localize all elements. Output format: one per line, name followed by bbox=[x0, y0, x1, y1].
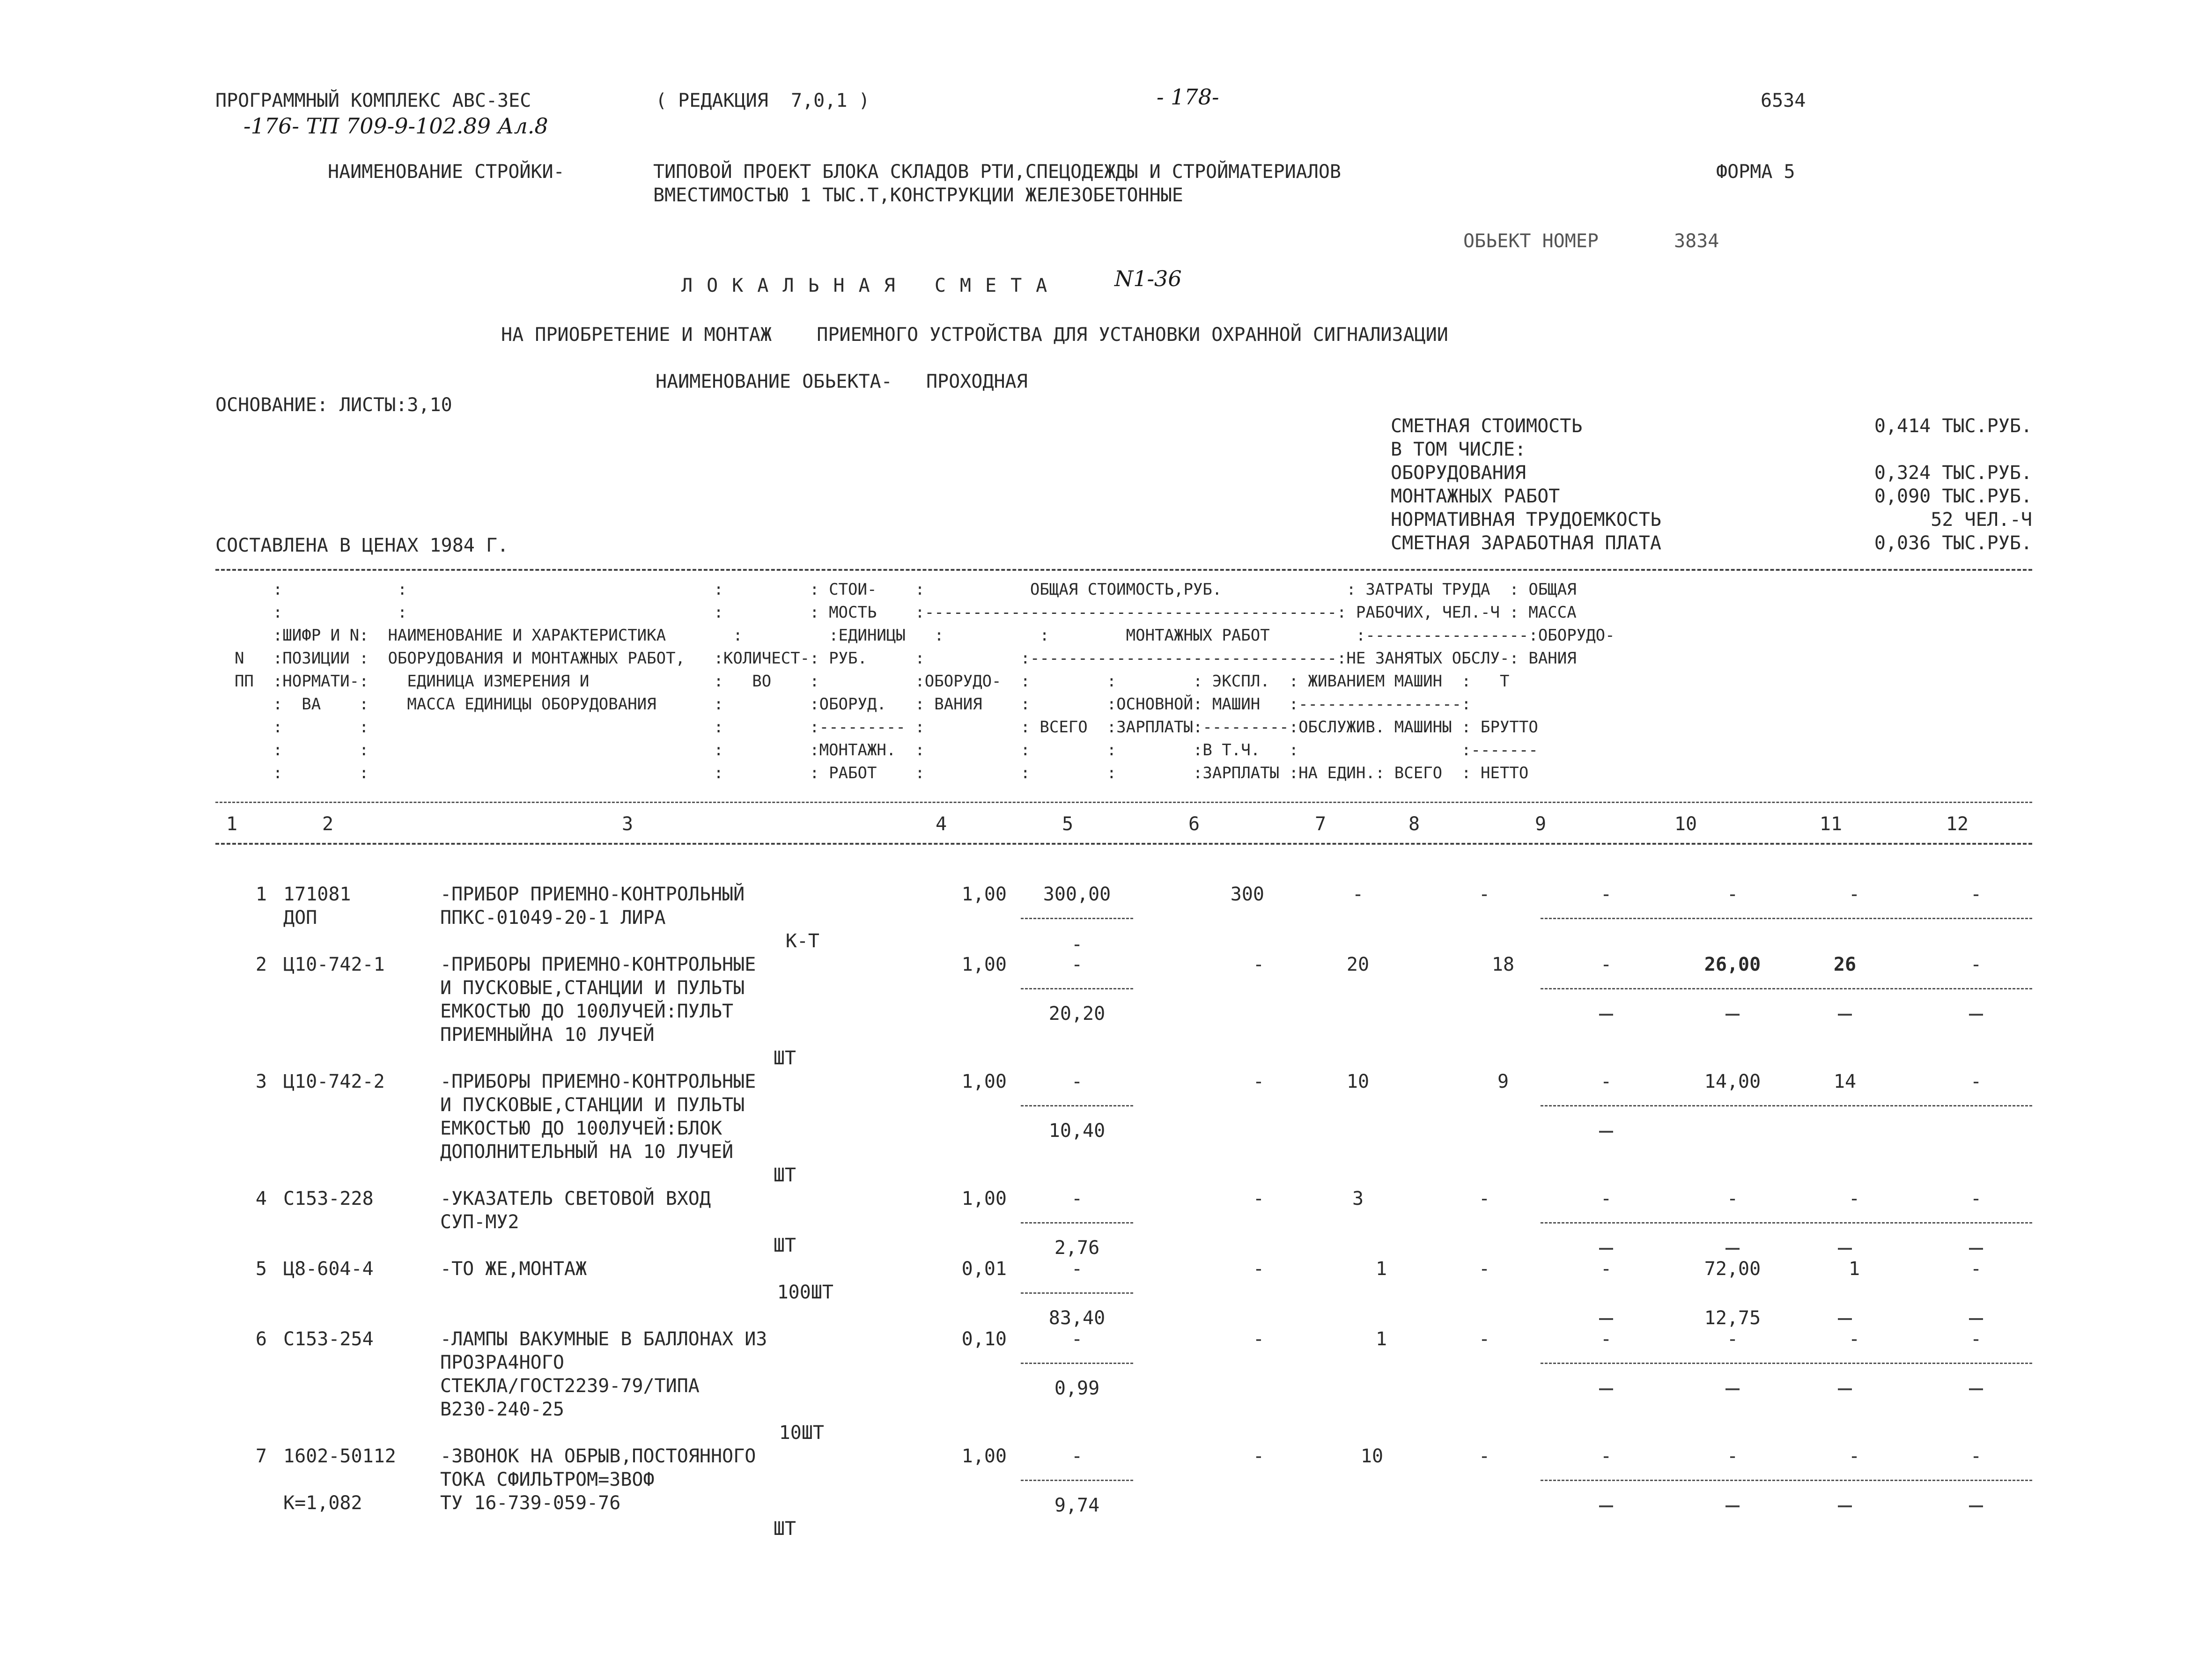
dash-mark bbox=[1969, 1014, 1983, 1016]
row-price-mounting: 2,76 bbox=[1054, 1237, 1100, 1259]
row-mass: - bbox=[1970, 884, 1982, 905]
row-name-line: ПРИЕМНЫЙНА 10 ЛУЧЕЙ bbox=[440, 1024, 655, 1046]
row-machines: - bbox=[1600, 884, 1612, 905]
dash-mark bbox=[1969, 1318, 1983, 1320]
dash-mark bbox=[1599, 1505, 1613, 1507]
row-name-line: ТОКА СФИЛЬТРОМ=3ВОФ bbox=[440, 1469, 655, 1490]
dash-mark bbox=[1969, 1505, 1983, 1507]
object-number-label: ОБЬЕКТ НОМЕР bbox=[1463, 230, 1599, 252]
row-quantity: 1,00 bbox=[961, 884, 1007, 905]
row-name-line: ТУ 16-739-059-76 bbox=[440, 1492, 621, 1514]
dash-mark bbox=[1599, 1388, 1613, 1390]
row-machines: - bbox=[1600, 1258, 1612, 1280]
table-header-line: : ВА : МАССА ЕДИНИЦЫ ОБОРУДОВАНИЯ : :ОБОРУД. : ВАНИЯ : :ОСНОВНОЙ: МАШИН :-----------------: bbox=[215, 695, 1471, 714]
summary-value: 0,324 ТЫС.РУБ. bbox=[1874, 462, 2032, 484]
row-wages: - bbox=[1478, 1258, 1490, 1280]
row-code: Ц10-742-1 bbox=[283, 954, 385, 975]
summary-value: 0,036 ТЫС.РУБ. bbox=[1874, 532, 2032, 554]
estimate-title: ЛОКАЛЬНАЯ СМЕТА bbox=[681, 275, 1062, 296]
row-price-equipment: - bbox=[1071, 1071, 1083, 1092]
table-top-rule bbox=[215, 569, 2032, 571]
row-labor-total: - bbox=[1848, 884, 1860, 905]
dash-mark bbox=[1838, 1388, 1852, 1390]
row-quantity: 1,00 bbox=[961, 954, 1007, 975]
estimate-purpose: НА ПРИОБРЕТЕНИЕ И МОНТАЖ ПРИЕМНОГО УСТРОЙСТВА ДЛЯ УСТАНОВКИ ОХРАННОЙ СИГНАЛИЗАЦИИ bbox=[501, 324, 1448, 346]
row-name-line: И ПУСКОВЫЕ,СТАНЦИИ И ПУЛЬТЫ bbox=[440, 977, 745, 999]
edition: ( РЕДАКЦИЯ 7,0,1 ) bbox=[656, 90, 870, 111]
row-unit: 100ШТ bbox=[777, 1282, 833, 1303]
dash-mark bbox=[1838, 1505, 1852, 1507]
row-name-line: -ЛАМПЫ ВАКУМНЫЕ В БАЛЛОНАХ ИЗ bbox=[440, 1328, 767, 1350]
row-wages: - bbox=[1478, 1445, 1490, 1467]
row-labor-unit: 26,00 bbox=[1704, 954, 1761, 975]
row-name-line: ПРОЗРА4НОГО bbox=[440, 1352, 564, 1373]
summary-label: СМЕТНАЯ ЗАРАБОТНАЯ ПЛАТА bbox=[1391, 532, 1661, 554]
table-header-line: : : : : МОСТЬ :-------------------------------------------: РАБОЧИХ, ЧЕЛ.-Ч : МАССА bbox=[215, 603, 1577, 622]
row-total-equipment: - bbox=[1253, 1445, 1264, 1467]
form-number: ФОРМА 5 bbox=[1716, 161, 1795, 183]
row-name-line: В230-240-25 bbox=[440, 1399, 564, 1420]
row-labor-unit: 14,00 bbox=[1704, 1071, 1761, 1092]
cell-divider bbox=[1541, 1222, 2032, 1224]
object-name: НАИМЕНОВАНИЕ ОБЬЕКТА- ПРОХОДНАЯ bbox=[656, 371, 1028, 392]
cell-divider bbox=[1541, 918, 2032, 919]
row-total-equipment: - bbox=[1253, 1188, 1264, 1209]
table-header-line: : : : : СТОИ- : ОБЩАЯ СТОИМОСТЬ,РУБ. : ЗАТРАТЫ ТРУДА : ОБЩАЯ bbox=[215, 580, 1577, 599]
row-quantity: 1,00 bbox=[961, 1188, 1007, 1209]
dash-mark bbox=[1838, 1014, 1852, 1016]
table-header-line: : : : :--------- : : ВСЕГО :ЗАРПЛАТЫ:---------:ОБСЛУЖИВ. МАШИНЫ : БРУТТО bbox=[215, 718, 1538, 737]
row-total-mounting: 1 bbox=[1375, 1258, 1387, 1280]
row-name-line: ЕМКОСТЬЮ ДО 100ЛУЧЕЙ:БЛОК bbox=[440, 1118, 723, 1139]
row-name-line: ЕМКОСТЬЮ ДО 100ЛУЧЕЙ:ПУЛЬТ bbox=[440, 1001, 734, 1022]
row-name-line: -ПРИБОР ПРИЕМНО-КОНТРОЛЬНЫЙ bbox=[440, 884, 745, 905]
column-number: 12 bbox=[1946, 813, 1969, 835]
cell-divider bbox=[1021, 918, 1133, 919]
row-name-line: СТЕКЛА/ГОСТ2239-79/ТИПА bbox=[440, 1375, 700, 1397]
dash-mark bbox=[1725, 1248, 1740, 1250]
row-unit: ШТ bbox=[773, 1047, 796, 1069]
row-name-line: -ПРИБОРЫ ПРИЕМНО-КОНТРОЛЬНЫЕ bbox=[440, 954, 756, 975]
row-quantity: 0,10 bbox=[961, 1328, 1007, 1350]
row-unit: ШТ bbox=[773, 1518, 796, 1540]
column-number: 9 bbox=[1534, 813, 1547, 835]
program-name: ПРОГРАММНЫЙ КОМПЛЕКС АВС-3ЕС bbox=[215, 90, 531, 111]
row-total-mounting: 10 bbox=[1346, 1071, 1370, 1092]
row-number: 2 bbox=[255, 954, 267, 975]
dash-mark bbox=[1725, 1014, 1740, 1016]
row-number: 4 bbox=[255, 1188, 267, 1209]
table-header-line: N :ПОЗИЦИИ : ОБОРУДОВАНИЯ И МОНТАЖНЫХ РАБОТ, :КОЛИЧЕСТ-: РУБ. : :--------------------------------:НЕ ЗАНЯТЫХ ОБСЛУ-: ВАНИЯ bbox=[215, 649, 1577, 668]
row-number: 3 bbox=[255, 1071, 267, 1092]
price-level: СОСТАВЛЕНА В ЦЕНАХ 1984 Г. bbox=[215, 535, 509, 556]
cell-divider bbox=[1021, 1105, 1133, 1106]
row-total-mounting: 10 bbox=[1360, 1445, 1384, 1467]
column-number: 8 bbox=[1408, 813, 1420, 835]
table-header-line: : : : :МОНТАЖН. : : : :В Т.Ч. : :------- bbox=[215, 741, 1538, 759]
dash-mark bbox=[1725, 1505, 1740, 1507]
header-bottom-rule bbox=[215, 802, 2032, 803]
row-name-line: -УКАЗАТЕЛЬ СВЕТОВОЙ ВХОД bbox=[440, 1188, 711, 1209]
cell-divider bbox=[1021, 988, 1133, 989]
row-price-equipment: - bbox=[1071, 954, 1083, 975]
row-price-mounting: 0,99 bbox=[1054, 1378, 1100, 1399]
cell-divider bbox=[1021, 1480, 1133, 1481]
row-wages: - bbox=[1478, 1328, 1490, 1350]
row-wages: - bbox=[1478, 1188, 1490, 1209]
row-mass: - bbox=[1970, 1071, 1982, 1092]
row-price-equipment: - bbox=[1071, 1258, 1083, 1280]
column-number: 2 bbox=[322, 813, 334, 835]
dash-mark bbox=[1599, 1248, 1613, 1250]
row-labor-total: - bbox=[1848, 1188, 1860, 1209]
column-number: 5 bbox=[1062, 813, 1074, 835]
table-header-line: ПП :НОРМАТИ-: ЕДИНИЦА ИЗМЕРЕНИЯ И : ВО : :ОБОРУДО- : : : ЭКСПЛ. : ЖИВАНИЕМ МАШИН : Т bbox=[215, 672, 1510, 691]
row-name-line: СУП-МУ2 bbox=[440, 1211, 519, 1233]
dash-mark bbox=[1838, 1248, 1852, 1250]
row-labor-unit-secondary: 12,75 bbox=[1704, 1307, 1761, 1329]
row-total-equipment: 300 bbox=[1230, 884, 1264, 905]
table-header-line: : : : : РАБОТ : : : :ЗАРПЛАТЫ :НА ЕДИН.: ВСЕГО : НЕТТО bbox=[215, 764, 1529, 782]
row-labor-unit: 72,00 bbox=[1704, 1258, 1761, 1280]
row-labor-unit: - bbox=[1726, 1188, 1739, 1209]
row-number: 1 bbox=[255, 884, 267, 905]
row-price-equipment: 300,00 bbox=[1043, 884, 1111, 905]
row-mass: - bbox=[1970, 1445, 1982, 1467]
row-code-note: К=1,082 bbox=[283, 1492, 362, 1514]
row-labor-total: - bbox=[1848, 1328, 1860, 1350]
row-labor-total: 26 bbox=[1833, 954, 1857, 975]
dash-mark bbox=[1599, 1014, 1613, 1016]
row-name-line: И ПУСКОВЫЕ,СТАНЦИИ И ПУЛЬТЫ bbox=[440, 1094, 745, 1116]
dash-mark bbox=[1969, 1388, 1983, 1390]
summary-label: СМЕТНАЯ СТОИМОСТЬ bbox=[1391, 415, 1583, 437]
summary-value: 0,414 ТЫС.РУБ. bbox=[1874, 415, 2032, 437]
basis: ОСНОВАНИЕ: ЛИСТЫ:3,10 bbox=[215, 394, 452, 416]
column-number: 10 bbox=[1674, 813, 1697, 835]
doc-code: 6534 bbox=[1761, 90, 1806, 111]
row-labor-total: - bbox=[1848, 1445, 1860, 1467]
column-number: 3 bbox=[621, 813, 634, 835]
row-wages: - bbox=[1478, 884, 1490, 905]
summary-label: ОБОРУДОВАНИЯ bbox=[1391, 462, 1526, 484]
row-machines: - bbox=[1600, 1071, 1612, 1092]
row-labor-total: 1 bbox=[1848, 1258, 1860, 1280]
row-quantity: 0,01 bbox=[961, 1258, 1007, 1280]
cell-divider bbox=[1541, 988, 2032, 989]
dash-mark bbox=[1838, 1318, 1852, 1320]
cell-divider bbox=[1541, 1480, 2032, 1481]
row-machines: - bbox=[1600, 954, 1612, 975]
construction-label: НАИМЕНОВАНИЕ СТРОЙКИ- bbox=[328, 161, 565, 183]
row-total-equipment: - bbox=[1253, 1071, 1264, 1092]
summary-label: НОРМАТИВНАЯ ТРУДОЕМКОСТЬ bbox=[1391, 509, 1661, 531]
row-mass: - bbox=[1970, 954, 1982, 975]
row-unit: ШТ bbox=[773, 1235, 796, 1256]
cell-divider bbox=[1021, 1292, 1133, 1294]
dash-mark bbox=[1599, 1318, 1613, 1320]
row-name-line: -ПРИБОРЫ ПРИЕМНО-КОНТРОЛЬНЫЕ bbox=[440, 1071, 756, 1092]
row-number: 6 bbox=[255, 1328, 267, 1350]
row-total-mounting: - bbox=[1352, 884, 1364, 905]
row-total-equipment: - bbox=[1253, 1328, 1264, 1350]
row-price-mounting: 9,74 bbox=[1054, 1495, 1100, 1516]
row-mass: - bbox=[1970, 1328, 1982, 1350]
row-labor-unit: - bbox=[1726, 884, 1739, 905]
row-labor-total: 14 bbox=[1833, 1071, 1857, 1092]
row-number: 5 bbox=[255, 1258, 267, 1280]
column-numbers-rule bbox=[215, 843, 2032, 845]
page-mark: - 178- bbox=[1157, 84, 1219, 110]
row-mass: - bbox=[1970, 1188, 1982, 1209]
row-quantity: 1,00 bbox=[961, 1445, 1007, 1467]
row-mass: - bbox=[1970, 1258, 1982, 1280]
dash-mark bbox=[1599, 1131, 1613, 1133]
row-name-line: -ЗВОНОК НА ОБРЫВ,ПОСТОЯННОГО bbox=[440, 1445, 756, 1467]
cell-divider bbox=[1541, 1363, 2032, 1364]
row-code: С153-254 bbox=[283, 1328, 374, 1350]
summary-label: МОНТАЖНЫХ РАБОТ bbox=[1391, 486, 1560, 507]
row-quantity: 1,00 bbox=[961, 1071, 1007, 1092]
row-code: С153-228 bbox=[283, 1188, 374, 1209]
row-name-line: -ТО ЖЕ,МОНТАЖ bbox=[440, 1258, 587, 1280]
object-number: 3834 bbox=[1674, 230, 1719, 252]
dash-mark bbox=[1969, 1248, 1983, 1250]
row-code: Ц10-742-2 bbox=[283, 1071, 385, 1092]
row-price-equipment: - bbox=[1071, 1188, 1083, 1209]
row-machines: - bbox=[1600, 1188, 1612, 1209]
cell-divider bbox=[1021, 1222, 1133, 1224]
estimate-number-handwritten: N1-36 bbox=[1114, 266, 1182, 291]
row-total-equipment: - bbox=[1253, 954, 1264, 975]
construction-line-2: ВМЕСТИМОСТЬЮ 1 ТЫС.Т,КОНСТРУКЦИИ ЖЕЛЕЗОБЕТОННЫЕ bbox=[653, 184, 1183, 206]
column-number: 4 bbox=[935, 813, 947, 835]
row-code: Ц8-604-4 bbox=[283, 1258, 374, 1280]
column-number: 1 bbox=[226, 813, 238, 835]
row-wages: 18 bbox=[1491, 954, 1515, 975]
dash-mark bbox=[1725, 1388, 1740, 1390]
cell-divider bbox=[1541, 1105, 2032, 1106]
row-price-equipment: - bbox=[1071, 1328, 1083, 1350]
row-price-mounting: 83,40 bbox=[1048, 1307, 1106, 1329]
row-unit: К-Т bbox=[785, 930, 819, 952]
row-price-mounting: - bbox=[1071, 934, 1083, 955]
row-labor-unit: - bbox=[1726, 1328, 1739, 1350]
row-labor-unit: - bbox=[1726, 1445, 1739, 1467]
column-number: 7 bbox=[1314, 813, 1327, 835]
row-total-mounting: 1 bbox=[1375, 1328, 1387, 1350]
row-machines: - bbox=[1600, 1328, 1612, 1350]
row-price-mounting: 20,20 bbox=[1048, 1003, 1106, 1025]
row-unit: 10ШТ bbox=[779, 1422, 824, 1444]
row-total-equipment: - bbox=[1253, 1258, 1264, 1280]
construction-line-1: ТИПОВОЙ ПРОЕКТ БЛОКА СКЛАДОВ РТИ,СПЕЦОДЕЖДЫ И СТРОЙМАТЕРИАЛОВ bbox=[653, 161, 1342, 183]
summary-value: 52 ЧЕЛ.-Ч bbox=[1931, 509, 2032, 531]
row-code-note: ДОП bbox=[283, 907, 317, 929]
row-price-equipment: - bbox=[1071, 1445, 1083, 1467]
row-total-mounting: 20 bbox=[1346, 954, 1370, 975]
row-name-line: ДОПОЛНИТЕЛЬНЫЙ НА 10 ЛУЧЕЙ bbox=[440, 1141, 734, 1163]
handwritten-reference: -176- ТП 709-9-102.89 Ал.8 bbox=[243, 113, 548, 139]
table-header-line: :ШИФР И N: НАИМЕНОВАНИЕ И ХАРАКТЕРИСТИКА : :ЕДИНИЦЫ : : МОНТАЖНЫХ РАБОТ :-----------------:ОБОРУДО- bbox=[215, 626, 1615, 645]
row-code: 1602-50112 bbox=[283, 1445, 396, 1467]
cell-divider bbox=[1021, 1363, 1133, 1364]
column-number: 6 bbox=[1188, 813, 1200, 835]
row-price-mounting: 10,40 bbox=[1048, 1120, 1106, 1142]
row-code: 171081 bbox=[283, 884, 351, 905]
column-number: 11 bbox=[1819, 813, 1843, 835]
summary-label: В ТОМ ЧИСЛЕ: bbox=[1391, 439, 1526, 460]
summary-value: 0,090 ТЫС.РУБ. bbox=[1874, 486, 2032, 507]
row-number: 7 bbox=[255, 1445, 267, 1467]
row-total-mounting: 3 bbox=[1352, 1188, 1364, 1209]
row-unit: ШТ bbox=[773, 1165, 796, 1186]
row-wages: 9 bbox=[1497, 1071, 1509, 1092]
row-name-line: ППКС-01049-20-1 ЛИРА bbox=[440, 907, 666, 929]
row-machines: - bbox=[1600, 1445, 1612, 1467]
